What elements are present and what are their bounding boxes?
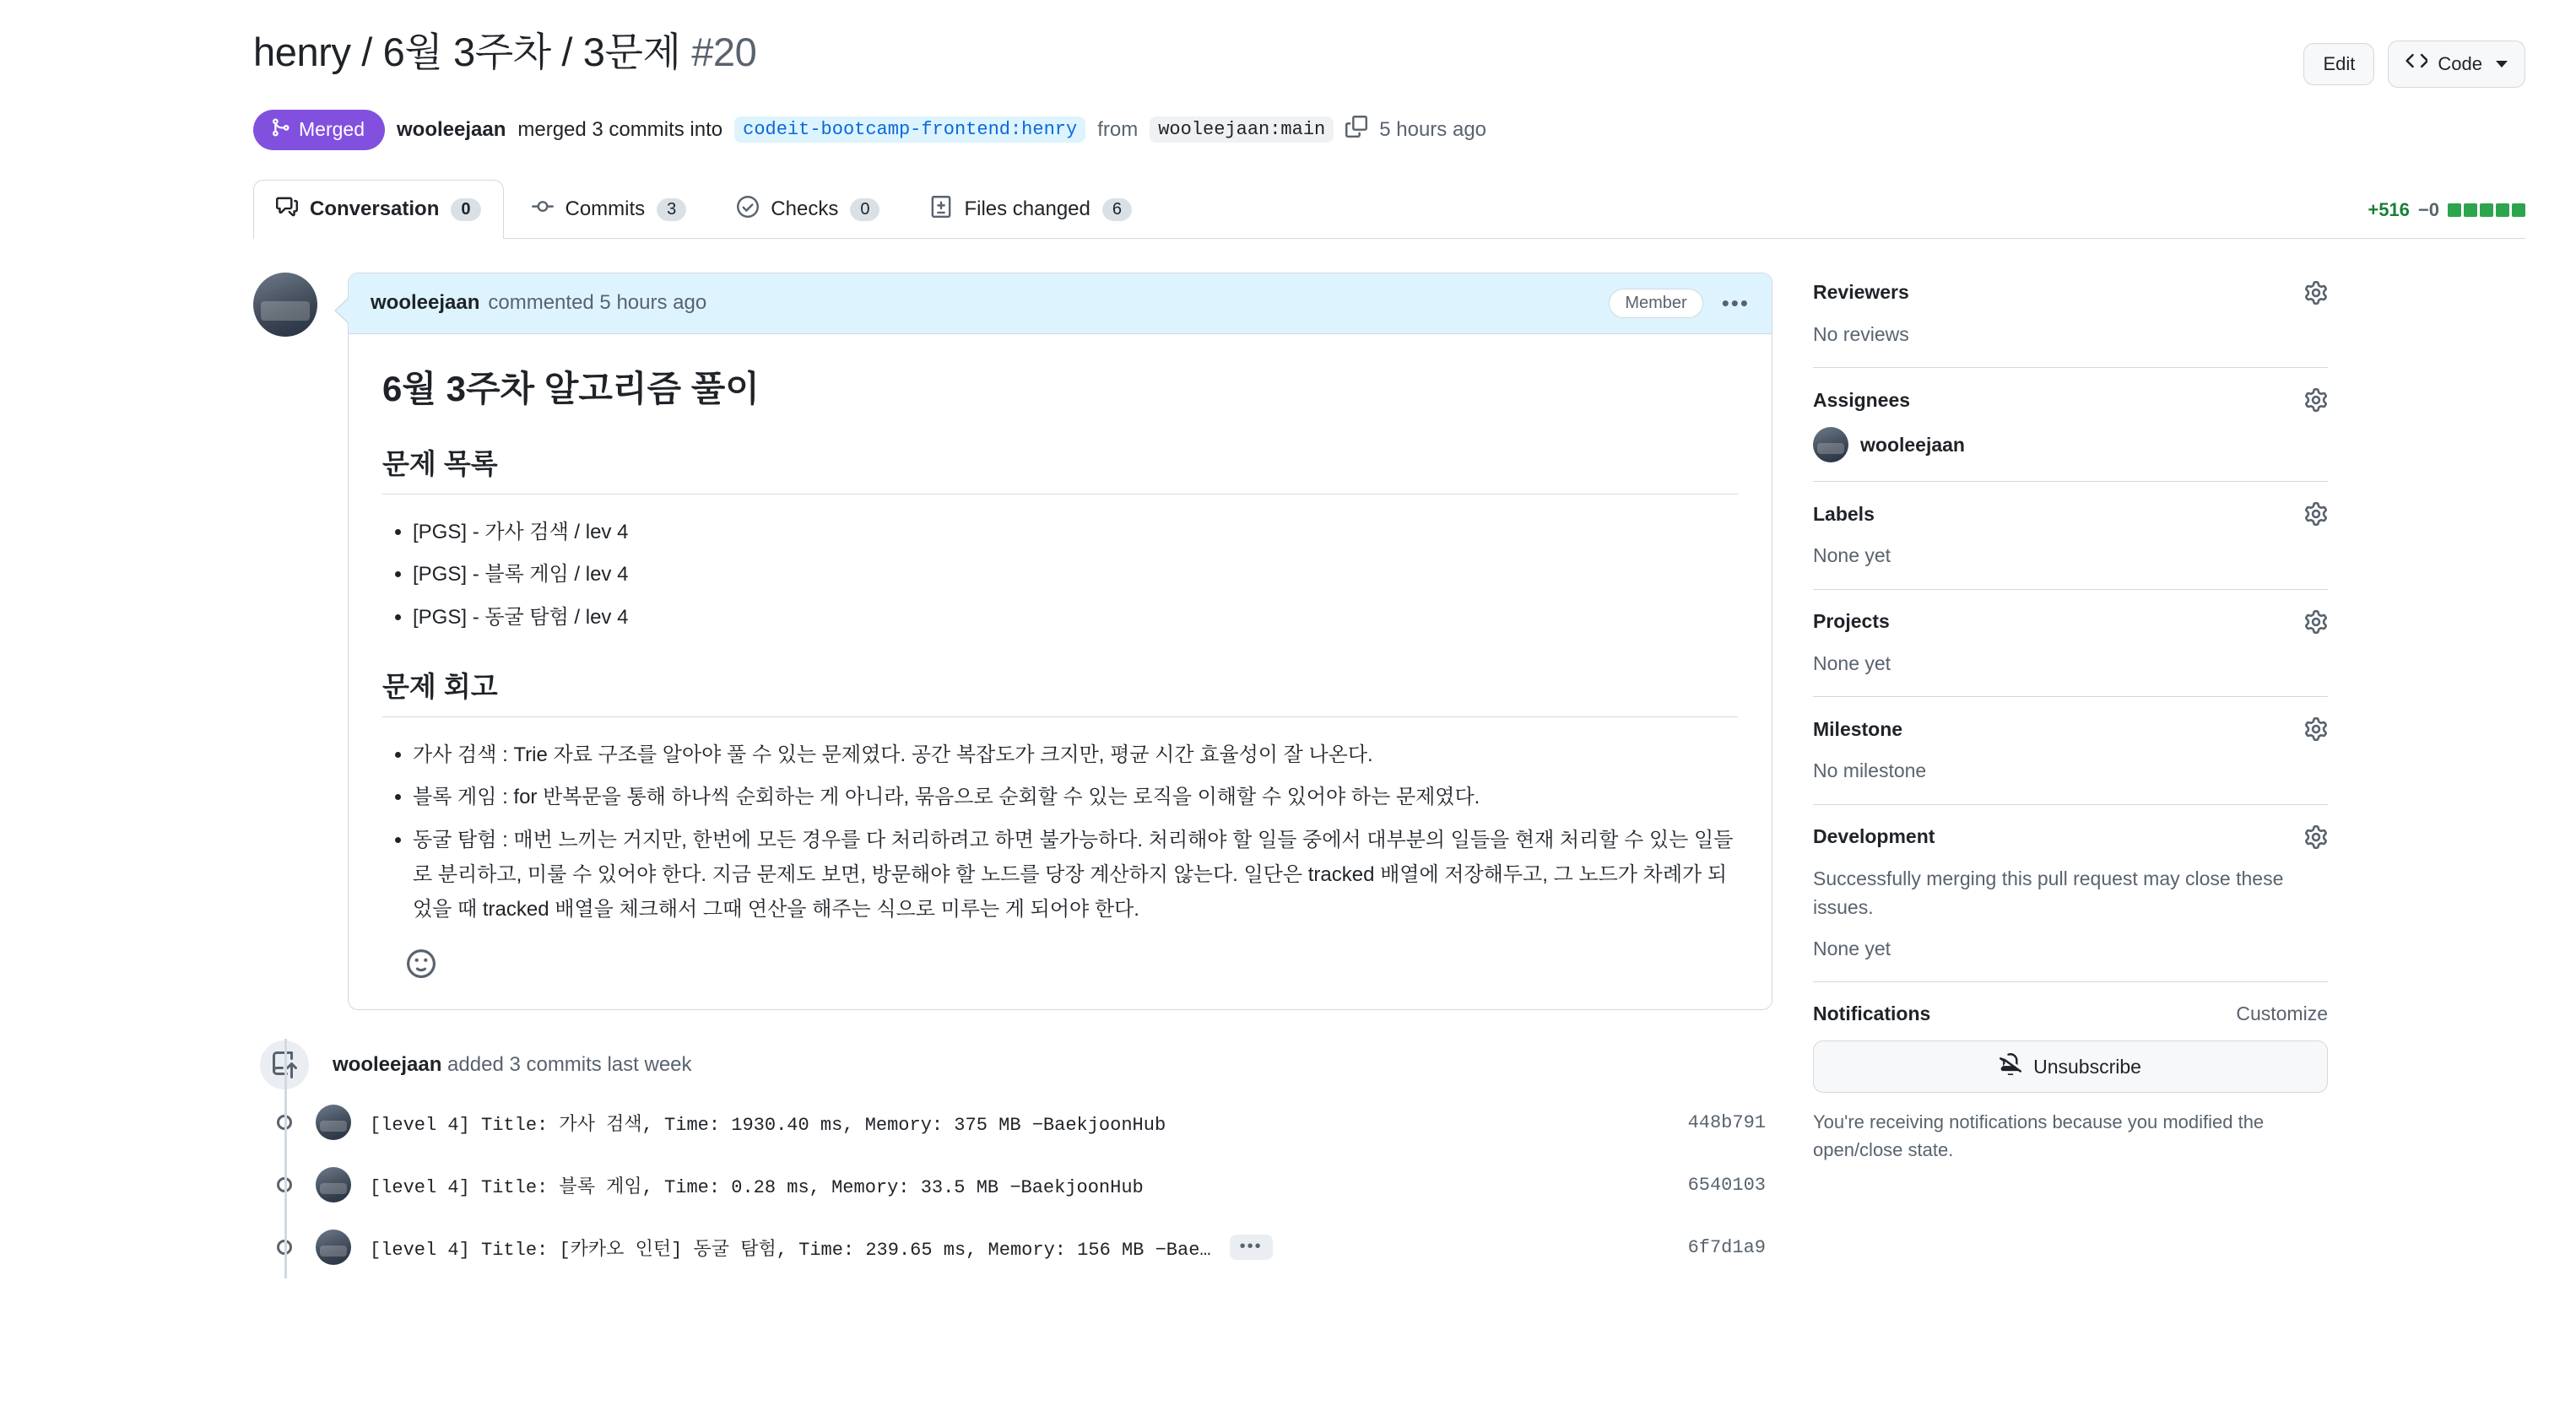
expand-commit-message-button[interactable]: •••: [1230, 1235, 1273, 1260]
avatar: [1813, 427, 1848, 462]
labels-title: Labels: [1813, 502, 1875, 525]
commit-message[interactable]: [level 4] Title: 가사 검색, Time: 1930.40 ms, Memory: 375 MB −BaekjoonHub: [370, 1114, 1166, 1136]
merged-timestamp: 5 hours ago: [1379, 117, 1487, 141]
check-icon: [737, 196, 759, 224]
pr-meta-row: [253, 110, 2525, 150]
diffstat-blocks: [2448, 203, 2525, 217]
list-item: • 동굴 탐험 : 매번 느끼는 거지만, 한번에 모든 경우를 다 처리하려고 하면 불가능하다. 처리해야 할 일들 중에서 대부분의 일들을 현재 처리할 수 있는 일들로 분리하고, 미룰 수 있어야 한다. 지금 문제도 보면, 방문해야 할 노드를 당장 계산하지 않는다. 일단은 tracked 배열에 저장해두고, 그 노드가 차례가 되었을 때 tracked 배열을 체크해서 그때 연산을 해주는 식으로 미루는 게 되어야 한다.: [413, 823, 1738, 927]
pr-title-sep-2: /: [561, 30, 573, 74]
edit-button[interactable]: Edit: [2303, 43, 2374, 86]
commit-sha[interactable]: 448b791: [1687, 1111, 1766, 1133]
tab-commits-count: 3: [657, 198, 686, 221]
file-diff-icon: [930, 196, 952, 224]
comment-meta: commented 5 hours ago: [488, 291, 707, 315]
tab-checks[interactable]: [714, 180, 902, 239]
tab-checks-label: Checks: [771, 197, 839, 221]
page-title: [253, 29, 756, 76]
sidebar-section-projects: [1813, 610, 2328, 698]
chevron-down-icon: [2496, 61, 2508, 68]
timeline-column: [253, 273, 1772, 1279]
role-badge: Member: [1609, 289, 1702, 318]
tab-conversation-count: 0: [451, 198, 480, 221]
list-item: • 가사 검색 : Trie 자료 구조를 알아야 풀 수 있는 문제였다. 공간 복잡도가 크지만, 평균 시간 효율성이 잘 나온다.: [413, 738, 1738, 772]
diffstat-additions: +516: [2368, 198, 2410, 220]
comment-title: 6월 3주차 알고리즘 풀이: [382, 368, 760, 408]
pr-header: [253, 0, 2525, 150]
pr-title-middle: 6월 3주차: [382, 30, 551, 74]
list-item: • [PGS] - 가사 검색 / lev 4: [413, 515, 1738, 549]
milestone-value: No milestone: [1813, 759, 1927, 782]
list-item: • 블록 게임 : for 반복문을 통해 하나씩 순회하는 게 아니라, 묶음으로 순회할 수 있는 로직을 이해할 수 있어야 하는 문제였다.: [413, 780, 1738, 814]
avatar[interactable]: [316, 1230, 351, 1265]
development-title: Development: [1813, 825, 1935, 848]
problem-list: [382, 515, 1738, 635]
projects-title: Projects: [1813, 610, 1890, 633]
labels-value: None yet: [1813, 544, 1891, 567]
code-angle-brackets-icon: [2406, 50, 2427, 78]
list-item: • [PGS] - 동굴 탐험 / lev 4: [413, 600, 1738, 635]
assignee-item[interactable]: [1813, 427, 2328, 462]
commit-sha[interactable]: 6540103: [1687, 1174, 1766, 1196]
pr-number: #20: [691, 30, 757, 74]
avatar[interactable]: [316, 1105, 351, 1140]
tab-files-changed[interactable]: [907, 180, 1155, 239]
avatar[interactable]: [316, 1167, 351, 1203]
tab-commits-label: Commits: [565, 197, 646, 221]
reviewers-value: No reviews: [1813, 322, 1909, 345]
comment-card: [348, 273, 1772, 1011]
sidebar-section-milestone: [1813, 717, 2328, 805]
development-value: None yet: [1813, 937, 1891, 959]
notifications-note: You're receiving notifications because you modified the open/close state.: [1813, 1111, 2265, 1161]
list-item: • [PGS] - 블록 게임 / lev 4: [413, 557, 1738, 592]
header-actions: [2303, 29, 2525, 88]
gear-icon[interactable]: [2304, 717, 2328, 741]
commit-message[interactable]: [level 4] Title: [카카오 인턴] 동굴 탐험, Time: 239.65 ms, Memory: 156 MB −Bae…: [370, 1239, 1211, 1261]
development-description: Successfully merging this pull request may close these issues.: [1813, 867, 2284, 919]
commit-icon: [532, 196, 554, 224]
tab-files-changed-label: Files changed: [964, 197, 1090, 221]
bell-slash-icon: [2000, 1053, 2021, 1080]
tab-conversation-label: Conversation: [310, 197, 440, 221]
sidebar-section-notifications: [1813, 1003, 2328, 1182]
comment-body: [349, 334, 1772, 1010]
timeline-event-text: [333, 1053, 692, 1077]
tab-checks-count: 0: [850, 198, 879, 221]
status-badge: [253, 110, 385, 150]
merge-icon: [270, 117, 290, 143]
sidebar-section-reviewers: [1813, 281, 2328, 369]
section-heading-retrospective: 문제 회고: [382, 665, 1738, 717]
comment-author[interactable]: wooleejaan: [371, 291, 480, 315]
tab-conversation[interactable]: [253, 180, 504, 239]
sidebar-section-labels: [1813, 502, 2328, 590]
code-button-label: Code: [2438, 52, 2482, 74]
pr-title-owner: henry: [253, 30, 351, 74]
reviewers-title: Reviewers: [1813, 281, 1909, 304]
tab-commits[interactable]: [509, 180, 710, 239]
comment-menu-icon[interactable]: •••: [1721, 289, 1750, 316]
merge-text: merged 3 commits into: [517, 117, 723, 141]
add-reaction-button[interactable]: [399, 942, 443, 986]
sidebar-section-development: [1813, 825, 2328, 983]
event-author[interactable]: wooleejaan: [333, 1053, 442, 1077]
retrospective-list: [382, 738, 1738, 927]
status-badge-label: Merged: [299, 118, 365, 141]
commit-sha[interactable]: 6f7d1a9: [1687, 1236, 1766, 1258]
pr-title-sep-1: /: [361, 30, 372, 74]
gear-icon[interactable]: [2304, 502, 2328, 526]
commit-row: [253, 1216, 1772, 1278]
avatar[interactable]: [253, 273, 317, 337]
comment-header: [349, 273, 1772, 334]
sidebar: [1813, 273, 2328, 1203]
merger-name[interactable]: wooleejaan: [396, 117, 506, 141]
commit-message[interactable]: [level 4] Title: 블록 게임, Time: 0.28 ms, Memory: 33.5 MB −BaekjoonHub: [370, 1176, 1144, 1198]
commit-row: [253, 1154, 1772, 1216]
timeline-rail: [284, 1039, 287, 1278]
timeline-event-commits-added: [253, 1039, 1772, 1091]
tab-files-changed-count: 6: [1102, 198, 1132, 221]
milestone-title: Milestone: [1813, 717, 1903, 740]
pr-tabs: [253, 179, 2525, 239]
assignees-title: Assignees: [1813, 388, 1911, 411]
event-description: added 3 commits last week: [447, 1053, 692, 1077]
gear-icon[interactable]: [2304, 610, 2328, 634]
customize-link[interactable]: Customize: [2236, 1003, 2328, 1025]
pr-title-end: 3문제: [582, 30, 681, 74]
copy-icon[interactable]: [1345, 116, 1367, 143]
gear-icon[interactable]: [2304, 825, 2328, 849]
from-text: from: [1097, 117, 1139, 141]
sidebar-section-assignees: [1813, 388, 2328, 482]
section-heading-problems: 문제 목록: [382, 442, 1738, 495]
diffstat-deletions: −0: [2417, 198, 2439, 220]
commit-row: [253, 1091, 1772, 1154]
code-button[interactable]: [2388, 41, 2525, 88]
comment-thread: [253, 273, 1772, 1011]
main-content: [253, 273, 2525, 1279]
unsubscribe-button[interactable]: [1813, 1040, 2328, 1093]
comment-icon: [276, 196, 298, 224]
base-branch[interactable]: codeit-bootcamp-frontend:henry: [734, 116, 1085, 143]
commits-timeline: [253, 1039, 1772, 1278]
assignee-name: wooleejaan: [1860, 433, 1965, 456]
diffstat: [2368, 199, 2525, 238]
projects-value: None yet: [1813, 651, 1891, 674]
gear-icon[interactable]: [2304, 281, 2328, 305]
gear-icon[interactable]: [2304, 388, 2328, 412]
head-branch[interactable]: wooleejaan:main: [1150, 116, 1334, 143]
notifications-title: Notifications: [1813, 1003, 1931, 1025]
unsubscribe-label: Unsubscribe: [2033, 1055, 2141, 1078]
